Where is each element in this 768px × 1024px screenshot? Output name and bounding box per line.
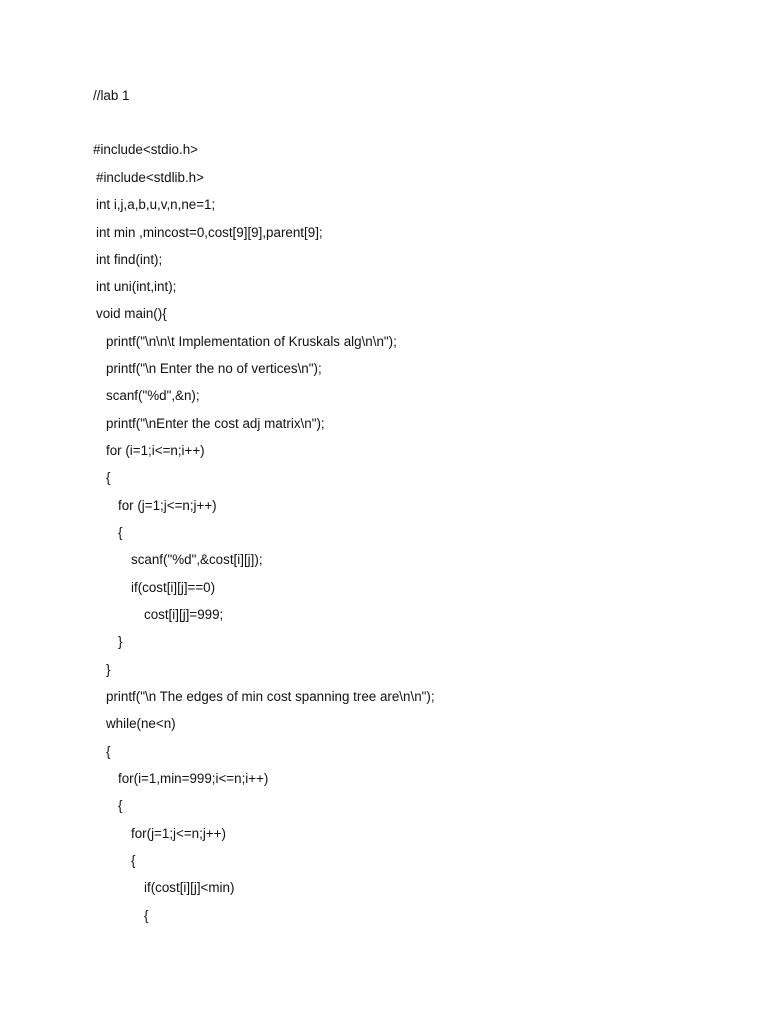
code-line: } xyxy=(106,662,111,677)
code-line: { xyxy=(131,853,136,868)
code-line: if(cost[i][j]==0) xyxy=(131,580,216,595)
code-line: for (i=1;i<=n;i++) xyxy=(106,443,205,458)
code-line: cost[i][j]=999; xyxy=(144,607,224,622)
code-line: int uni(int,int); xyxy=(96,279,177,294)
code-line: void main(){ xyxy=(96,306,167,321)
code-line: { xyxy=(106,470,111,485)
code-line: printf("\n Enter the no of vertices\n"); xyxy=(106,361,322,376)
code-line: int i,j,a,b,u,v,n,ne=1; xyxy=(96,197,216,212)
code-line: { xyxy=(118,525,123,540)
code-line: printf("\nEnter the cost adj matrix\n"); xyxy=(106,416,325,431)
code-line: { xyxy=(106,744,111,759)
code-line: printf("\n The edges of min cost spanning tree are\n\n"); xyxy=(106,689,435,704)
code-line: while(ne<n) xyxy=(106,716,176,731)
code-line: #include<stdlib.h> xyxy=(96,170,204,185)
code-line: for(j=1;j<=n;j++) xyxy=(131,826,226,841)
code-line: { xyxy=(144,908,149,923)
code-line: #include<stdio.h> xyxy=(93,142,198,157)
code-line: printf("\n\n\t Implementation of Kruskals alg\n\n"); xyxy=(106,334,397,349)
code-line: for (j=1;j<=n;j++) xyxy=(118,498,217,513)
code-line: //lab 1 xyxy=(93,88,130,103)
code-line: if(cost[i][j]<min) xyxy=(144,880,235,895)
code-line: int min ,mincost=0,cost[9][9],parent[9]; xyxy=(96,225,323,240)
code-line: } xyxy=(118,634,123,649)
code-line: { xyxy=(118,798,123,813)
code-line: for(i=1,min=999;i<=n;i++) xyxy=(118,771,269,786)
code-line: scanf("%d",&n); xyxy=(106,388,200,403)
code-line: scanf("%d",&cost[i][j]); xyxy=(131,552,263,567)
code-line: int find(int); xyxy=(96,252,163,267)
